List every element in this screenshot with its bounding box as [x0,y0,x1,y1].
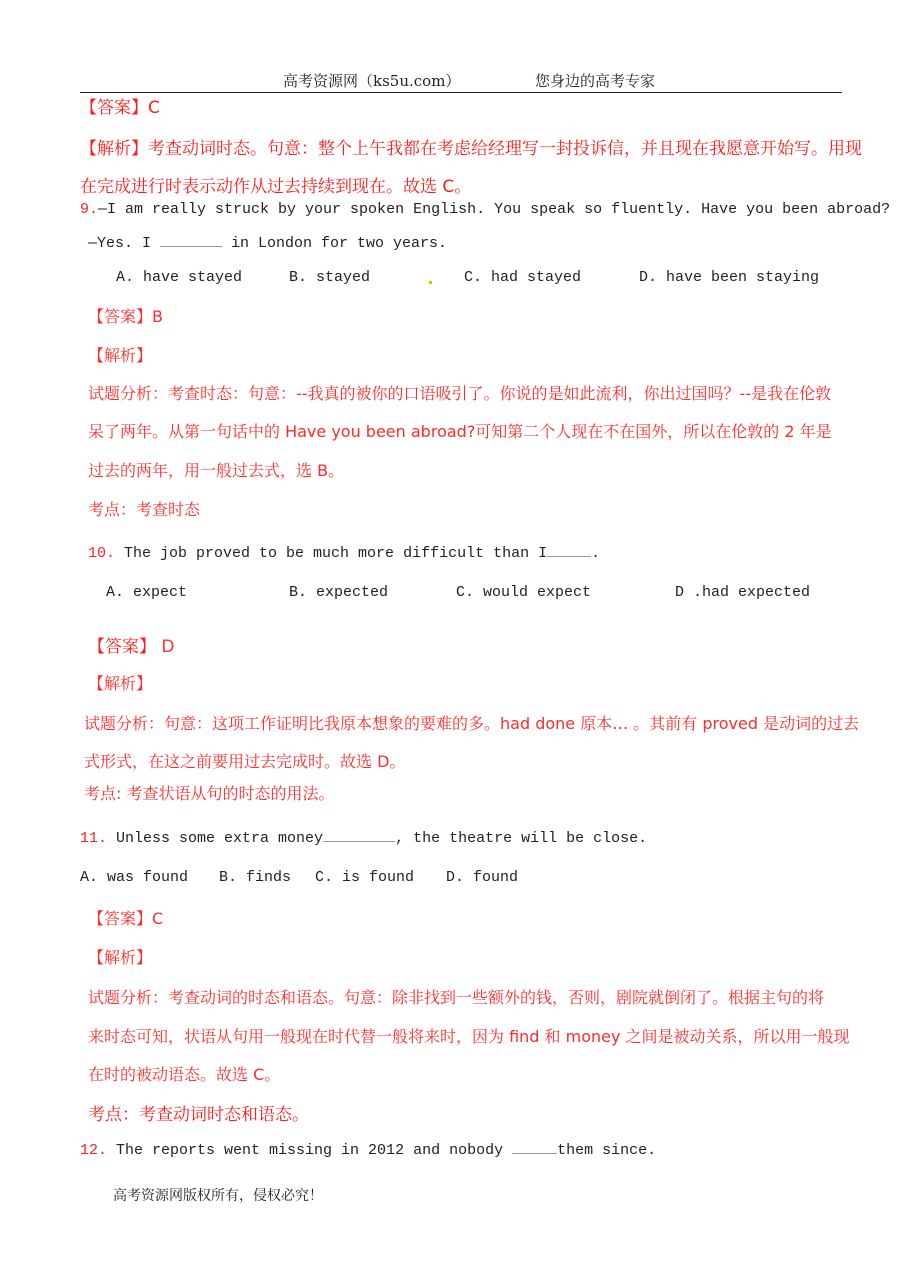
analysis-line-q8-2: 在完成进行时表示动作从过去持续到现在。故选 C。 [80,177,472,197]
analysis-text-q11-2: 来时态可知，状语从句用一般现在时代替一般将来时，因为 find 和 money 之间是被动关系，所以用一般现 [88,1027,850,1046]
question-text: Unless some extra money [107,830,324,847]
question-10-options [0,584,920,604]
answer-blank [512,1152,557,1154]
question-text: . [591,545,601,562]
analysis-label-q10: 【解析】 [88,674,153,693]
question-number: 12. [80,1142,108,1159]
stray-dot [429,281,432,284]
option-c: C. had stayed [464,269,582,286]
analysis-text-q10-2: 式形式，在这之前要用过去完成时。故选 D。 [84,752,406,771]
analysis-text-q9-3: 过去的两年，用一般过去式，选 B。 [88,461,345,480]
answer-value: C [148,98,160,118]
answer-label: 【答案】 [88,909,153,928]
answer-label: 【答案】 [88,637,156,657]
analysis-text-q9-1: 试题分析：考查时态：句意：--我真的被你的口语吸引了。你说的是如此流利，你出过国吗？--是我在伦敦 [88,384,832,403]
answer-blank [547,555,591,557]
exam-point-q9: 考点：考查时态 [88,500,201,519]
question-text: in London for two years. [222,235,448,252]
question-9-stem-2 [88,235,447,252]
question-text: —Yes. I [88,235,161,252]
answer-value: B [152,307,163,326]
question-text: , the theatre will be close. [395,830,648,847]
answer-label: 【答案】 [80,98,148,118]
option-d: D .had expected [675,584,811,601]
answer-line-q10 [88,632,175,657]
header-site-name: 高考资源网（ks5u.com） [283,72,461,90]
header-divider [80,92,842,93]
analysis-text-q11-1: 试题分析：考查动词的时态和语态。句意：除非找到一些额外的钱，否则，剧院就倒闭了。根据主句的将 [88,988,825,1007]
answer-value: D [161,637,175,657]
option-b: B. finds [219,869,292,886]
option-c: C. is found [315,869,415,886]
analysis-label-q9: 【解析】 [88,346,153,365]
question-text: —I am really struck by your spoken English. You speak so fluently. Have you been abroad? [98,201,891,218]
question-10-stem [88,545,600,562]
answer-value: C [152,909,164,928]
option-b: B. stayed [289,269,371,286]
question-text: them since. [557,1142,657,1159]
analysis-text: 考查动词时态。句意：整个上午我都在考虑给经理写一封投诉信，并且现在我愿意开始写。用现 [148,139,862,159]
option-a: A. was found [80,869,189,886]
analysis-label-q11: 【解析】 [88,948,153,967]
analysis-text-q11-3: 在时的被动语态。故选 C。 [88,1065,281,1084]
answer-blank [323,840,395,842]
question-11-options [0,869,920,889]
question-9-options [0,269,920,289]
analysis-text-q10-1: 试题分析：句意：这项工作证明比我原本想象的要难的多。had done 原本… 。其前有 proved 是动词的过去 [84,714,860,733]
analysis-line-q8 [80,134,862,159]
header-slogan: 您身边的高考专家 [535,72,656,90]
question-11-stem [80,830,647,847]
option-d: D. have been staying [639,269,820,286]
question-number: 11. [80,830,108,847]
question-12-stem [80,1142,656,1159]
answer-line-q9 [88,304,163,327]
question-number: 10. [88,545,116,562]
option-a: A. expect [106,584,188,601]
option-b: B. expected [289,584,389,601]
option-c: C. would expect [456,584,592,601]
analysis-label: 【解析】 [80,139,148,159]
footer-copyright: 高考资源网版权所有，侵权必究！ [113,1188,323,1204]
exam-point-q11: 考点：考查动词时态和语态。 [88,1105,309,1125]
option-a: A. have stayed [116,269,243,286]
answer-blank [160,245,222,247]
page-header [80,70,842,92]
question-number: 9. [80,201,99,218]
question-text: The reports went missing in 2012 and nobody [107,1142,513,1159]
answer-label: 【答案】 [88,307,153,326]
answer-line-q11 [88,906,163,929]
question-9-stem [80,201,890,218]
option-d: D. found [446,869,519,886]
question-text: The job proved to be much more difficult than I [115,545,548,562]
answer-line-q8 [80,93,160,118]
exam-point-q10: 考点: 考查状语从句的时态的用法。 [84,784,335,803]
analysis-text-q9-2: 呆了两年。从第一句话中的 Have you been abroad?可知第二个人现在不在国外，所以在伦敦的 2 年是 [88,422,832,441]
